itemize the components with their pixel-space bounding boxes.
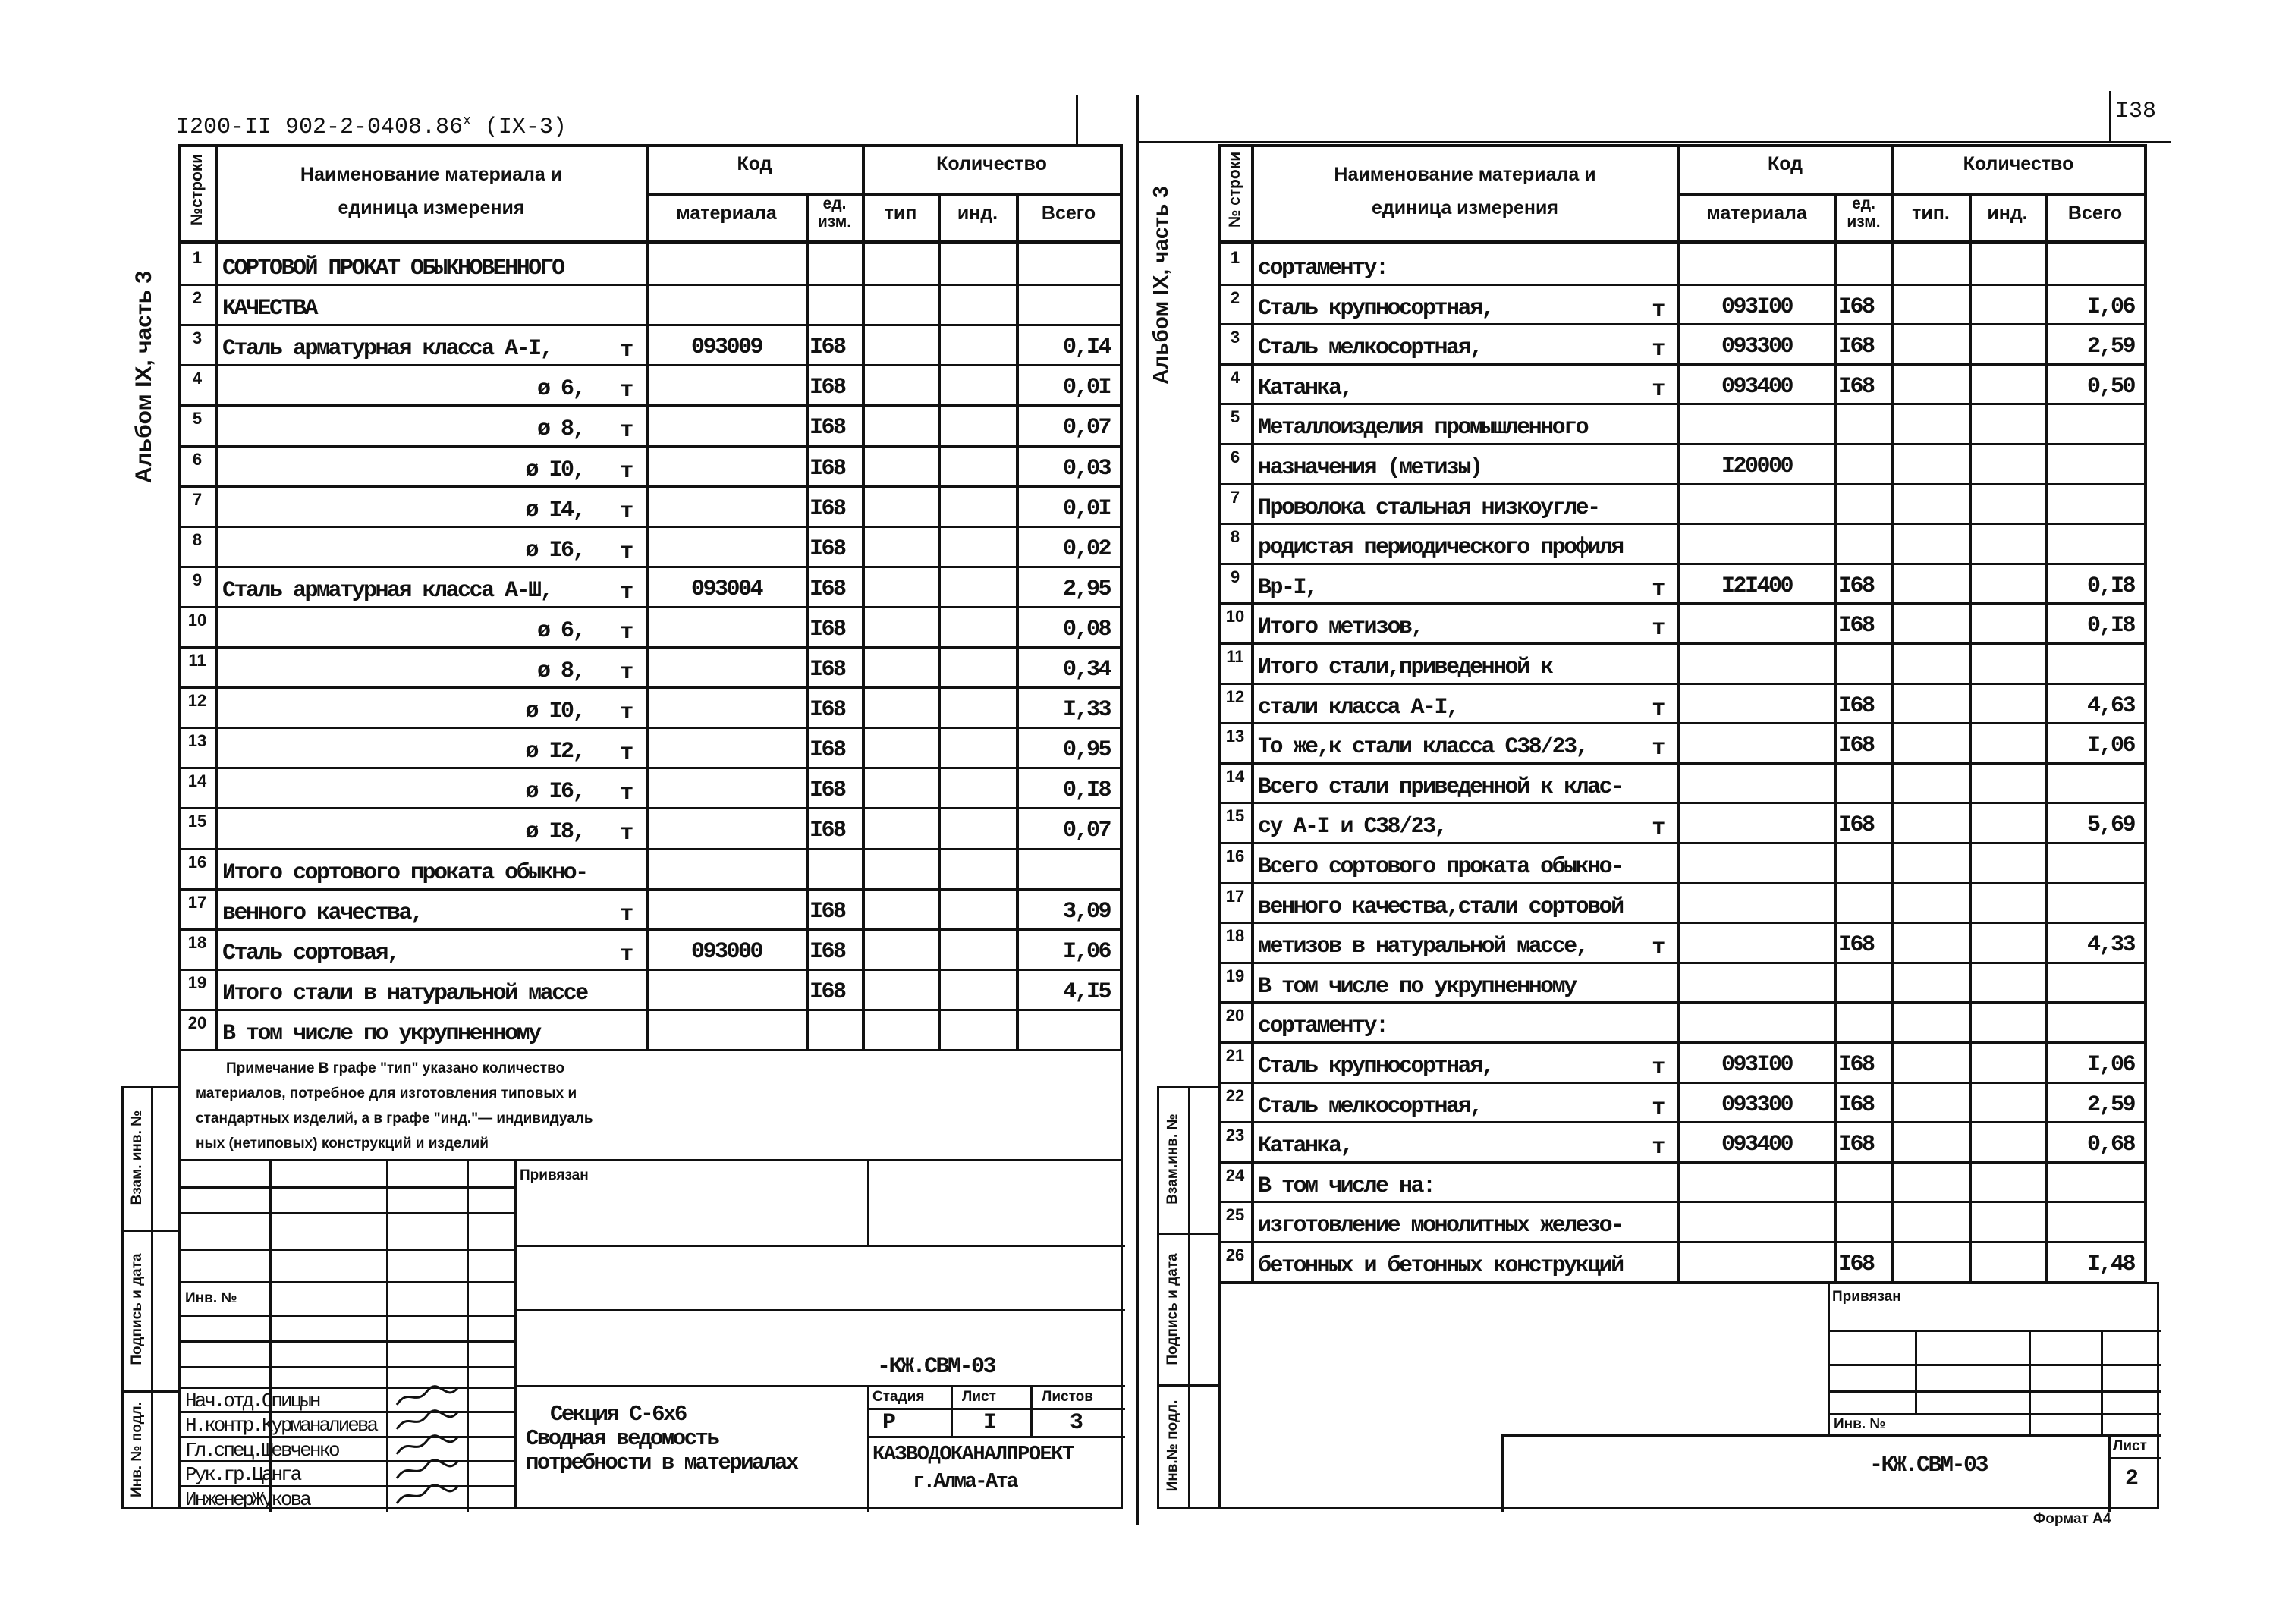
row-number: 2 [192,288,203,308]
row-number: 21 [1225,1046,1245,1065]
inv-no-label: Инв. № [1834,1416,1886,1432]
signature-icon [393,1384,461,1409]
note-text [196,1056,593,1156]
material-name: ø 6, [536,617,584,644]
row-number: 4 [1230,367,1240,387]
qty-total: I,06 [1062,938,1110,965]
material-name: ø I6, [525,537,584,564]
stage-value: Р [882,1410,894,1436]
note-line: ных (нетиповых) конструкций и изделий [196,1136,489,1151]
material-name: сортаменту: [1258,256,1388,281]
material-name: венного качества,стали сортовой [1258,894,1623,920]
unit-code: I68 [1838,1132,1874,1158]
title-line: потребности в материалах [526,1450,797,1475]
material-name: Проволока стальная низкоугле- [1258,495,1599,521]
inv-no-label: Инв. № [185,1290,237,1306]
sheet-value: I [983,1410,995,1436]
row-number: 10 [1225,607,1245,627]
qty-total: 2,95 [1062,576,1110,602]
row-number: 3 [192,328,203,348]
header-quantity: Количество [936,153,1047,174]
material-name: стали класса А-I, [1258,694,1458,721]
unit-t: т [620,901,632,928]
right-side-strip [1157,1086,1221,1509]
unit-code: I68 [809,697,845,724]
qty-total: 0,50 [2086,373,2134,400]
material-name: сортаменту: [1258,1013,1388,1040]
header-code-material: материала [676,203,777,224]
material-code: 093300 [1721,334,1793,360]
signer-name: Спицын [261,1390,319,1412]
row-number: 16 [187,852,207,872]
unit-t: т [620,781,632,807]
qty-total: 0,68 [2086,1132,2134,1158]
row-number: 19 [1225,966,1245,985]
unit-code: I68 [1838,812,1874,839]
left-side-strip [121,1086,181,1509]
unit-code: I68 [809,495,845,522]
unit-code: I68 [809,978,845,1005]
unit-code: I68 [1838,932,1874,959]
row-number: 5 [192,409,203,429]
unit-code: I68 [1838,294,1874,320]
unit-t: т [620,660,632,686]
row-number: 9 [192,570,203,589]
qty-total: 0,03 [1062,455,1110,482]
row-number: 1 [192,248,203,267]
doc-ref-sup: x [463,114,471,129]
unit-code: I68 [1838,373,1874,400]
qty-total: 2,59 [2086,1092,2134,1118]
left-title-block [178,1159,1123,1509]
unit-t: т [1652,376,1664,403]
material-name: Сталь сортовая, [222,940,399,966]
material-name: В том числе по укрупненному [1258,973,1576,1000]
qty-total: I,33 [1062,697,1110,724]
material-name: КАЧЕСТВА [222,296,317,322]
unit-t: т [620,700,632,727]
row-number: 8 [1230,527,1240,547]
qty-total: 0,02 [1062,536,1110,562]
qty-total: 4,I5 [1062,978,1110,1005]
row-number: 15 [1225,806,1245,826]
unit-t: т [1652,1055,1664,1081]
qty-total: 0,95 [1062,737,1110,764]
note-line: Примечание В графе "тип" указано количество [226,1060,565,1076]
material-name: Вр-I, [1258,574,1317,601]
doc-ref: I200-II 902-2-0408.86 [176,115,464,140]
material-name: СОРТОВОЙ ПРОКАТ ОБЫКНОВЕННОГО [222,256,564,281]
strip-label-replace-inv: Взам. инв. № [129,1110,145,1205]
attached-label: Привязан [520,1167,589,1183]
unit-code: I68 [809,576,845,602]
row-number: 5 [1230,407,1240,427]
document-reference [176,114,567,140]
row-number: 1 [1230,248,1240,267]
row-number: 12 [1225,686,1245,706]
strip-label-replace-inv: Взам.инв. № [1165,1114,1180,1205]
material-name: назначения (метизы) [1258,455,1482,481]
material-name: Катанка, [1258,375,1353,401]
material-name: ø I8, [525,819,584,846]
material-name: Итого сортового проката обыкно- [222,859,587,886]
header-code-material: материала [1706,203,1807,224]
material-name: Итого стали,приведенной к [1258,655,1552,680]
page-divider [1136,95,1139,1525]
unit-code: I68 [809,818,845,844]
material-name: В том числе по укрупненному [222,1020,540,1047]
material-name: Катанка, [1258,1133,1353,1160]
unit-t: т [620,498,632,525]
unit-t: т [620,418,632,444]
qty-total: 0,08 [1062,616,1110,642]
row-number: 4 [192,369,203,388]
title-line: Сводная ведомость [526,1426,718,1451]
row-number: 26 [1225,1245,1245,1264]
header-code: Код [1767,153,1803,174]
material-name: В том числе на: [1258,1173,1435,1199]
material-name: Сталь мелкосортная, [1258,335,1482,362]
row-number: 3 [1230,328,1240,347]
unit-t: т [1652,337,1664,363]
material-name: Сталь крупносортная, [1258,1054,1494,1079]
row-number: 13 [1225,727,1245,746]
row-number: 20 [187,1013,207,1032]
unit-code: I68 [1838,1052,1874,1078]
qty-total: 0,I8 [2086,613,2134,639]
unit-t: т [620,941,632,968]
unit-t: т [1652,1135,1664,1161]
row-number: 7 [192,489,203,509]
header-row-no: №строки [188,153,206,226]
material-name: метизов в натуральной массе, [1258,934,1588,960]
qty-total: 2,59 [2086,334,2134,360]
qty-total: 0,34 [1062,657,1110,683]
city: г.Алма-Ата [913,1471,1017,1494]
row-number: 24 [1225,1165,1245,1185]
signer-name: Курманалиева [261,1414,377,1437]
unit-code: I68 [809,335,845,361]
material-name: Сталь арматурная класса А-I, [222,336,552,363]
note-line: материалов, потребное для изготовления типовых и [196,1085,577,1101]
header-row-no: № строки [1226,151,1243,228]
row-number: 14 [1225,766,1245,786]
material-code: I20000 [1721,454,1793,479]
sheet-label: Лист [962,1389,996,1405]
material-name: Всего сортового проката обыкно- [1258,854,1623,880]
header-quantity: Количество [1963,153,2074,174]
sheet-title [526,1403,797,1475]
unit-code: I68 [1838,693,1874,719]
unit-t: т [1652,935,1664,962]
unit-code: I68 [1838,573,1874,599]
material-name: То же,к стали класса С38/23, [1258,734,1588,761]
row-number: 7 [1230,487,1240,507]
material-code: 093400 [1721,1132,1793,1158]
qty-total: 0,I8 [1062,777,1110,804]
unit-code: I68 [809,415,845,441]
strip-label-inv-original: Инв. № подл. [129,1401,145,1498]
material-name: Всего стали приведенной к клас- [1258,774,1623,800]
qty-total: 4,63 [2086,693,2134,719]
signer [185,1463,300,1486]
row-number: 12 [187,691,207,711]
unit-t: т [1652,616,1664,642]
signer [185,1488,310,1511]
signature-icon [393,1408,461,1434]
material-code: 093000 [690,938,762,965]
signature-icon [393,1433,461,1459]
top-divider [1076,95,1078,145]
signer [185,1414,376,1437]
unit-code: I68 [809,375,845,401]
signer-role: Рук.гр. [185,1463,253,1486]
row-number: 18 [1225,926,1245,946]
unit-t: т [620,619,632,646]
strip-label-sign-date: Подпись и дата [1165,1253,1180,1365]
header-qty-type: тип [884,203,917,224]
qty-total: 0,I8 [2086,573,2134,599]
signature-icon [393,1457,461,1483]
unit-t: т [1652,696,1664,722]
material-code: I2I400 [1721,573,1793,599]
sheets-value: 3 [1070,1410,1082,1436]
unit-t: т [1652,297,1664,323]
row-number: 18 [187,932,207,952]
unit-t: т [620,378,632,404]
material-code: 093300 [1721,1092,1793,1118]
material-name: ø I2, [525,739,584,765]
qty-total: 4,33 [2086,932,2134,959]
unit-t: т [620,740,632,767]
material-code: 093009 [690,335,762,361]
row-number: 16 [1225,847,1245,865]
material-name: Сталь мелкосортная, [1258,1093,1482,1120]
material-code: 093I00 [1721,294,1793,320]
sheet-label: Лист [2113,1438,2147,1454]
signer-role: Гл.спец. [185,1439,262,1462]
unit-code: I68 [809,455,845,482]
signer [185,1390,319,1412]
material-name: ø I6, [525,779,584,806]
unit-code: I68 [1838,733,1874,759]
page-number-divider [2109,91,2111,143]
material-name: ø 8, [536,658,584,684]
row-number: 25 [1225,1205,1245,1225]
signer-role: Инженер [185,1488,253,1511]
signer-role: Н.контр. [185,1414,262,1437]
row-number: 11 [1226,647,1244,666]
row-number: 22 [1225,1085,1245,1105]
paper-format: Формат А4 [2033,1511,2111,1527]
header-name: Наименование материала и единица измерения [1334,164,1596,218]
attached-label: Привязан [1832,1289,1901,1305]
unit-code: I68 [809,898,845,925]
side-label-right: Альбом IX, часть 3 [1149,186,1172,385]
organization: КАЗВОДОКАНАЛПРОЕКТ [872,1443,1074,1466]
signer-name: Жукова [252,1488,310,1511]
material-name: ø I4, [525,497,584,523]
qty-total: 0,07 [1062,818,1110,844]
sheet-value: 2 [2125,1466,2137,1492]
row-number: 14 [187,771,207,791]
unit-code: I68 [809,938,845,965]
material-code: 093400 [1721,373,1793,400]
row-number: 19 [187,972,207,992]
unit-code: I68 [809,616,845,642]
side-label-left: Альбом IX, часть 3 [131,270,156,484]
unit-t: т [1652,815,1664,842]
row-number: 8 [192,529,203,549]
material-code: 093004 [690,576,762,602]
unit-t: т [620,338,632,364]
header-qty-ind: инд. [1987,203,2028,224]
material-name: Сталь крупносортная, [1258,295,1494,322]
material-name: Металлоизделия промышленного [1258,415,1588,441]
row-number: 11 [188,651,206,670]
title-line: Секция С-6х6 [550,1402,686,1427]
doc-ref-suffix: (IX-3) [470,115,567,140]
material-name: бетонных и бетонных конструкций [1258,1253,1623,1279]
sheets-label: Листов [1042,1389,1093,1405]
material-name: ø 6, [536,376,584,403]
header-qty-type: тип. [1912,203,1950,224]
unit-code: I68 [1838,613,1874,639]
material-name: изготовление монолитных железо- [1258,1213,1623,1239]
strip-label-sign-date: Подпись и дата [129,1253,145,1365]
row-number: 6 [192,449,203,469]
unit-t: т [620,458,632,485]
strip-label-inv-original: Инв.№ подл. [1165,1399,1180,1492]
unit-code: I68 [809,737,845,764]
unit-code: I68 [809,657,845,683]
material-name: су А-I и С38/23, [1258,814,1447,840]
unit-code: I68 [809,777,845,804]
row-number: 6 [1230,448,1240,466]
unit-t: т [1652,736,1664,762]
material-name: ø 8, [536,416,584,443]
qty-total: 5,69 [2086,812,2134,839]
unit-code: I68 [1838,334,1874,360]
material-name: родистая периодического профиля [1258,535,1623,561]
unit-code: I68 [1838,1092,1874,1118]
row-number: 10 [187,610,207,630]
qty-total: I,06 [2086,294,2134,320]
row-number: 20 [1225,1006,1245,1026]
qty-total: 0,0I [1062,375,1110,401]
header-code-unit: ед. изм. [1847,195,1881,231]
right-title-block [1218,1282,2159,1509]
qty-total: I,06 [2086,1052,2134,1078]
row-number: 13 [187,731,207,751]
material-name: Итого метизов, [1258,614,1423,641]
stage-label: Стадия [872,1389,925,1405]
header-qty-total: Всего [1041,203,1096,224]
unit-t: т [620,539,632,565]
signature-icon [393,1482,461,1508]
row-number: 23 [1225,1126,1245,1145]
row-number: 17 [187,892,207,912]
signer-name: Цанга [252,1463,300,1486]
unit-t: т [620,579,632,605]
unit-t: т [620,821,632,847]
header-code: Код [737,153,772,174]
unit-t: т [1652,1095,1664,1121]
signer-role: Нач.отд. [185,1390,262,1412]
material-code: 093I00 [1721,1052,1793,1078]
material-name: ø I0, [525,699,584,725]
material-name: Сталь арматурная класса А-Ш, [222,577,552,604]
signer-name: Шевченко [261,1439,338,1462]
unit-t: т [1652,576,1664,602]
top-rule [1138,141,2171,143]
material-name: ø I0, [525,457,584,483]
note-block [178,1049,1123,1161]
page-number: I38 [2115,99,2157,124]
signer [185,1439,338,1462]
header-name: Наименование материала и единица измерения [300,164,563,218]
qty-total: 0,I4 [1062,335,1110,361]
doc-code: -КЖ.СВМ-03 [1869,1453,1988,1478]
header-qty-ind: инд. [957,203,998,224]
qty-total: 0,0I [1062,495,1110,522]
qty-total: 3,09 [1062,898,1110,925]
header-code-unit: ед. изм. [817,195,852,231]
note-line: стандартных изделий, а в графе "инд."— индивидуаль [196,1110,593,1126]
material-name: Итого стали в натуральной массе [222,980,587,1007]
qty-total: I,48 [2086,1252,2134,1277]
doc-code: -КЖ.СВМ-03 [877,1354,995,1380]
row-number: 17 [1225,886,1245,906]
qty-total: 0,07 [1062,415,1110,441]
qty-total: I,06 [2086,733,2134,759]
header-qty-total: Всего [2067,203,2123,224]
row-number: 9 [1230,567,1240,586]
row-number: 2 [1230,287,1240,307]
material-name: венного качества, [222,900,423,926]
unit-code: I68 [809,536,845,562]
row-number: 15 [187,812,207,831]
unit-code: I68 [1838,1252,1874,1277]
